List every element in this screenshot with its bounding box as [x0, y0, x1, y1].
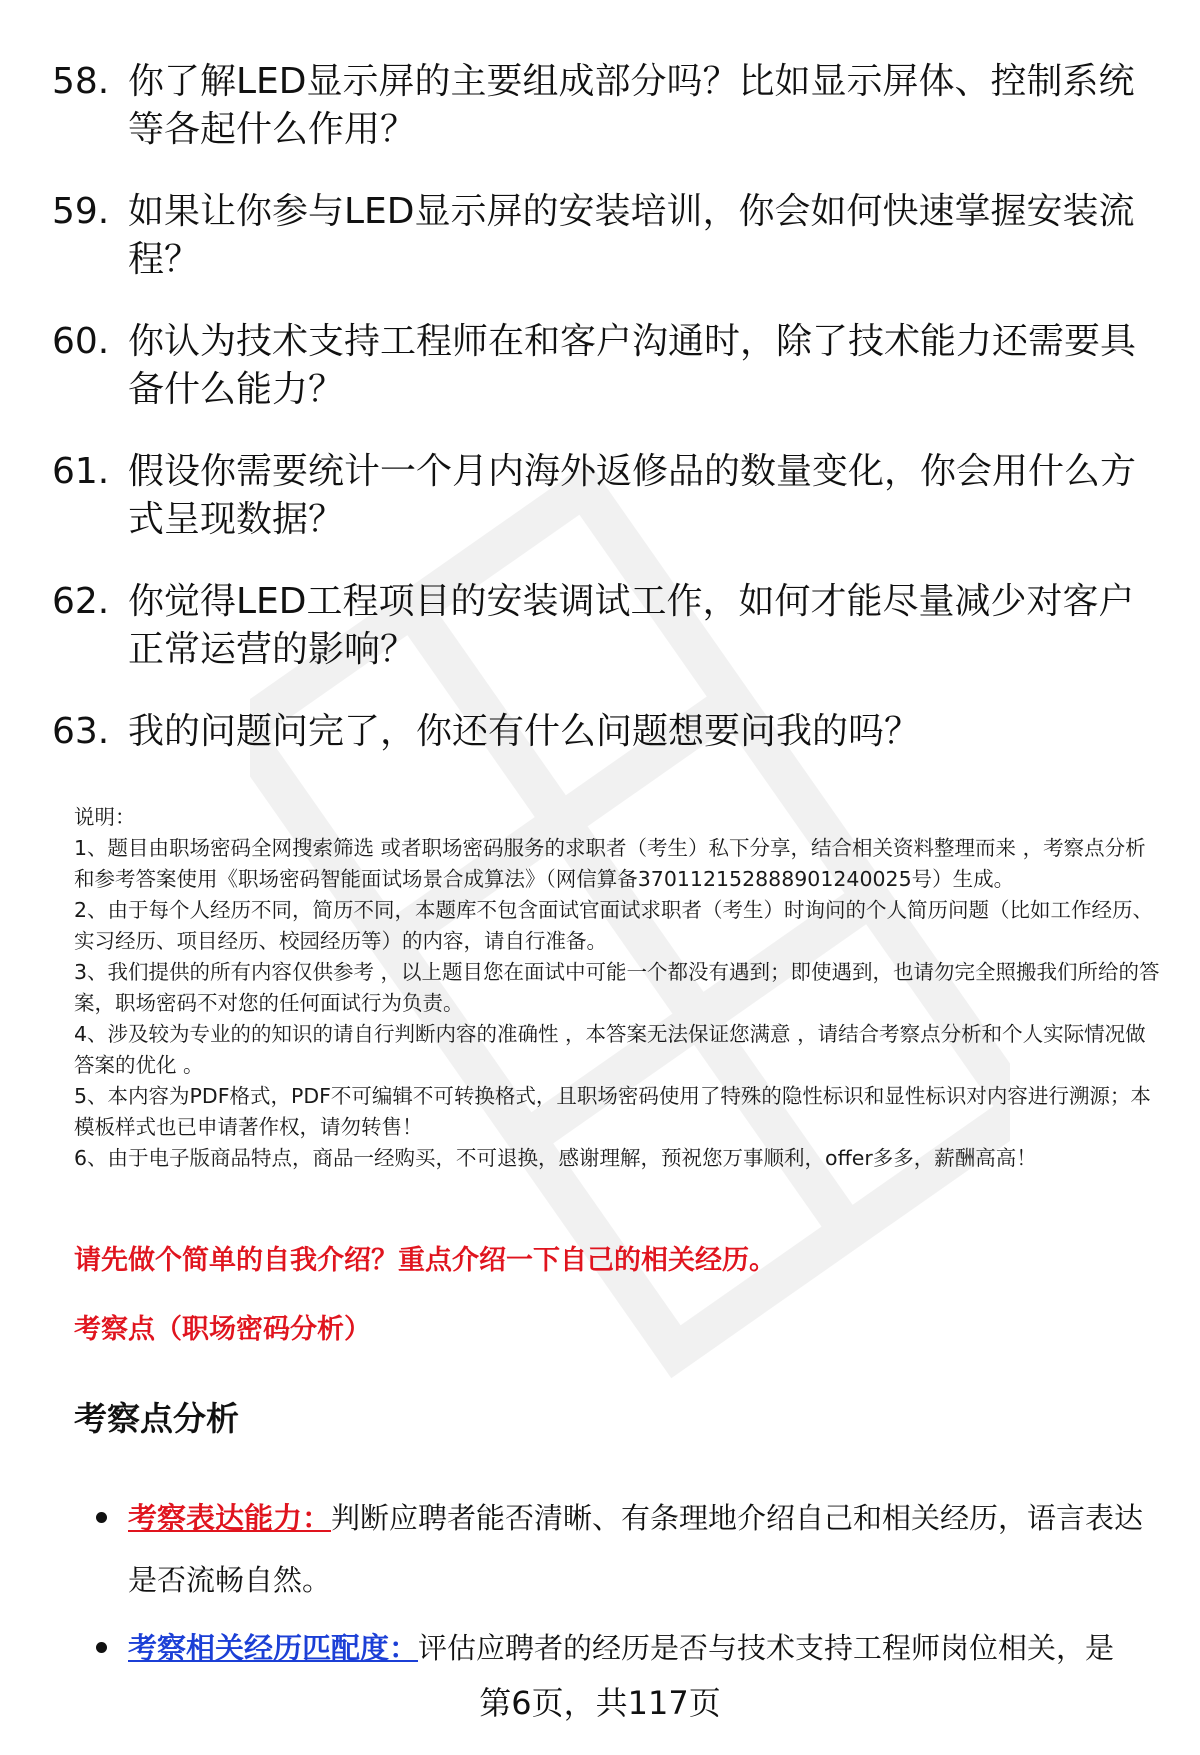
question-number: 61. [52, 451, 110, 492]
note-item: 1、题目由职场密码全网搜索筛选 或者职场密码服务的求职者（考生）私下分享，结合相关资料整理而来 ，考察点分析和参考答案使用《职场密码智能面试场景合成算法》（网信算备370112152888901240025号）生成。 [74, 836, 1146, 891]
question-text: 你了解LED显示屏的主要组成部分吗？比如显示屏体、控制系统等各起什么作用？ [128, 61, 1135, 150]
note-item: 3、我们提供的所有内容仅供参考 ，以上题目您在面试中可能一个都没有遇到；即使遇到，也请勿完全照搬我们所给的答案，职场密码不对您的任何面试行为负责。 [74, 960, 1160, 1015]
question-text: 你认为技术支持工程师在和客户沟通时，除了技术能力还需要具备什么能力？ [128, 321, 1137, 410]
bullet-text: 判断应聘者能否清晰、有条理地介绍自己和相关经历，语言表达是否流畅自然。 [128, 1501, 1144, 1597]
bullet-label-link[interactable]: 考察相关经历匹配度： [128, 1631, 419, 1665]
analysis-bullet [96, 1617, 1156, 1679]
question-item [52, 188, 1152, 284]
question-text: 我的问题问完了，你还有什么问题想要问我的吗？ [128, 711, 921, 752]
question-number: 60. [52, 321, 110, 362]
question-number: 58. [52, 61, 110, 102]
analysis-bullet-list [96, 1487, 1156, 1685]
question-item [52, 58, 1152, 154]
question-item [52, 318, 1152, 414]
question-number: 63. [52, 711, 110, 752]
bullet-dot-icon [96, 1512, 107, 1523]
question-item [52, 448, 1152, 544]
question-text: 你觉得LED工程项目的安装调试工作，如何才能尽量减少对客户正常运营的影响？ [128, 581, 1135, 670]
note-item: 2、由于每个人经历不同，简历不同，本题库不包含面试官面试求职者（考生）时询问的个人简历问题（比如工作经历、实习经历、项目经历、校园经历等）的内容，请自行准备。 [74, 898, 1154, 953]
question-item [52, 578, 1152, 674]
notes-section [74, 802, 1164, 1174]
question-number: 62. [52, 581, 110, 622]
intro-question-heading: 请先做个简单的自我介绍？重点介绍一下自己的相关经历。 [74, 1245, 776, 1276]
page-footer: 第6页，共117页 [479, 1684, 721, 1722]
note-item: 5、本内容为PDF格式，PDF不可编辑不可转换格式，且职场密码使用了特殊的隐性标识和显性标识对内容进行溯源；本模板样式也已申请著作权，请勿转售！ [74, 1084, 1151, 1139]
analysis-bullet [96, 1487, 1156, 1611]
bullet-text: 评估应聘者的经历是否与技术支持工程师岗位相关，是 [418, 1631, 1115, 1665]
question-item [52, 708, 1152, 756]
analysis-point-heading: 考察点（职场密码分析） [74, 1314, 371, 1345]
note-item: 6、由于电子版商品特点，商品一经购买，不可退换，感谢理解，预祝您万事顺利，offer多多，薪酬高高！ [74, 1146, 1037, 1170]
question-text: 如果让你参与LED显示屏的安装培训，你会如何快速掌握安装流程？ [128, 191, 1135, 280]
question-list [52, 58, 1152, 790]
bullet-dot-icon [96, 1642, 107, 1653]
analysis-title: 考察点分析 [74, 1399, 239, 1438]
notes-title: 说明： [74, 805, 136, 829]
note-item: 4、涉及较为专业的的知识的请自行判断内容的准确性 ，本答案无法保证您满意 ，请结合考察点分析和个人实际情况做答案的优化 。 [74, 1022, 1146, 1077]
question-text: 假设你需要统计一个月内海外返修品的数量变化，你会用什么方式呈现数据？ [128, 451, 1137, 540]
bullet-label-link[interactable]: 考察表达能力： [128, 1501, 332, 1535]
question-number: 59. [52, 191, 110, 232]
